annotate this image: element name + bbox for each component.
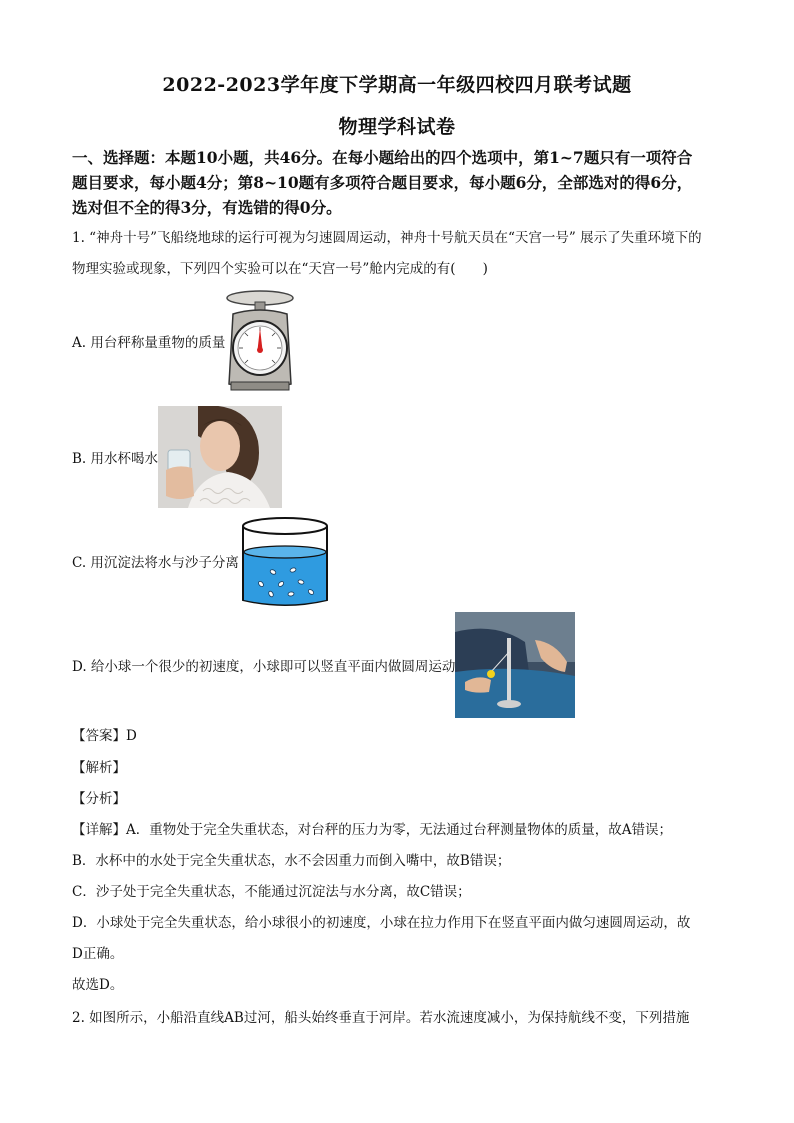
astronaut-ball-experiment-image [455,612,575,718]
detail-line-5: D正确。 [72,946,124,962]
option-d-label: D. 给小球一个很少的初速度，小球即可以竖直平面内做圆周运动 [72,659,456,675]
q1-option-a [72,288,295,394]
option-a-label: A. 用台秤称量重物的质量 [72,335,226,351]
woman-drinking-water-image [158,406,282,508]
detail-line-2: B．水杯中的水处于完全失重状态，水不会因重力而倒入嘴中，故B错误； [72,853,511,869]
section-line-2: 题目要求，每小题4分；第8~10题有多项符合题目要求，每小题6分，全部选对的得6分， [72,173,693,192]
conclusion-line: 故选D。 [72,977,124,993]
answer-line [72,724,137,744]
q1-option-d [72,612,575,718]
kitchen-scale-image [225,288,295,394]
answer-label: 【答案】 [72,728,126,744]
option-b-label: B. 用水杯喝水 [72,451,159,467]
detail-line-4: D．小球处于完全失重状态，给小球很小的初速度，小球在拉力作用下在竖直平面内做匀速圆周运动，故 [72,915,691,931]
section-line-1: 一、选择题：本题10小题，共46分。在每小题给出的四个选项中，第1~7题只有一项符合 [72,148,693,167]
exam-subtitle: 物理学科试卷 [338,116,456,138]
fenxi-label: 【分析】 [72,791,126,807]
detail-line-3: C．沙子处于完全失重状态，不能通过沉淀法与水分离，故C错误； [72,884,471,900]
answer-value: D [126,728,137,744]
q1-stem-line-2: 物理实验或现象，下列四个实验可以在“天宫一号”舱内完成的有( ) [72,261,488,277]
section-instructions [72,145,732,220]
analysis-label: 【解析】 [72,760,126,776]
beaker-sediment-image [239,514,331,608]
q1-stem-line-1: 1. “神舟十号”飞船绕地球的运行可视为匀速圆周运动，神舟十号航天员在“天宫一号” 展示了失重环境下的 [72,230,702,246]
q1-option-c [72,514,331,608]
exam-title: 2022-2023学年度下学期高一年级四校四月联考试题 [162,74,632,96]
q2-stem-line-1: 2. 如图所示，小船沿直线AB过河，船头始终垂直于河岸。若水流速度减小，为保持航线不变，下列措施 [72,1010,690,1026]
option-c-label: C. 用沉淀法将水与沙子分离 [72,555,239,571]
section-line-3: 选对但不全的得3分，有选错的得0分。 [72,198,342,217]
detail-line-1: 【详解】A．重物处于完全失重状态，对台秤的压力为零，无法通过台秤测量物体的质量，故A错误； [72,822,672,838]
q1-option-b [72,406,282,508]
